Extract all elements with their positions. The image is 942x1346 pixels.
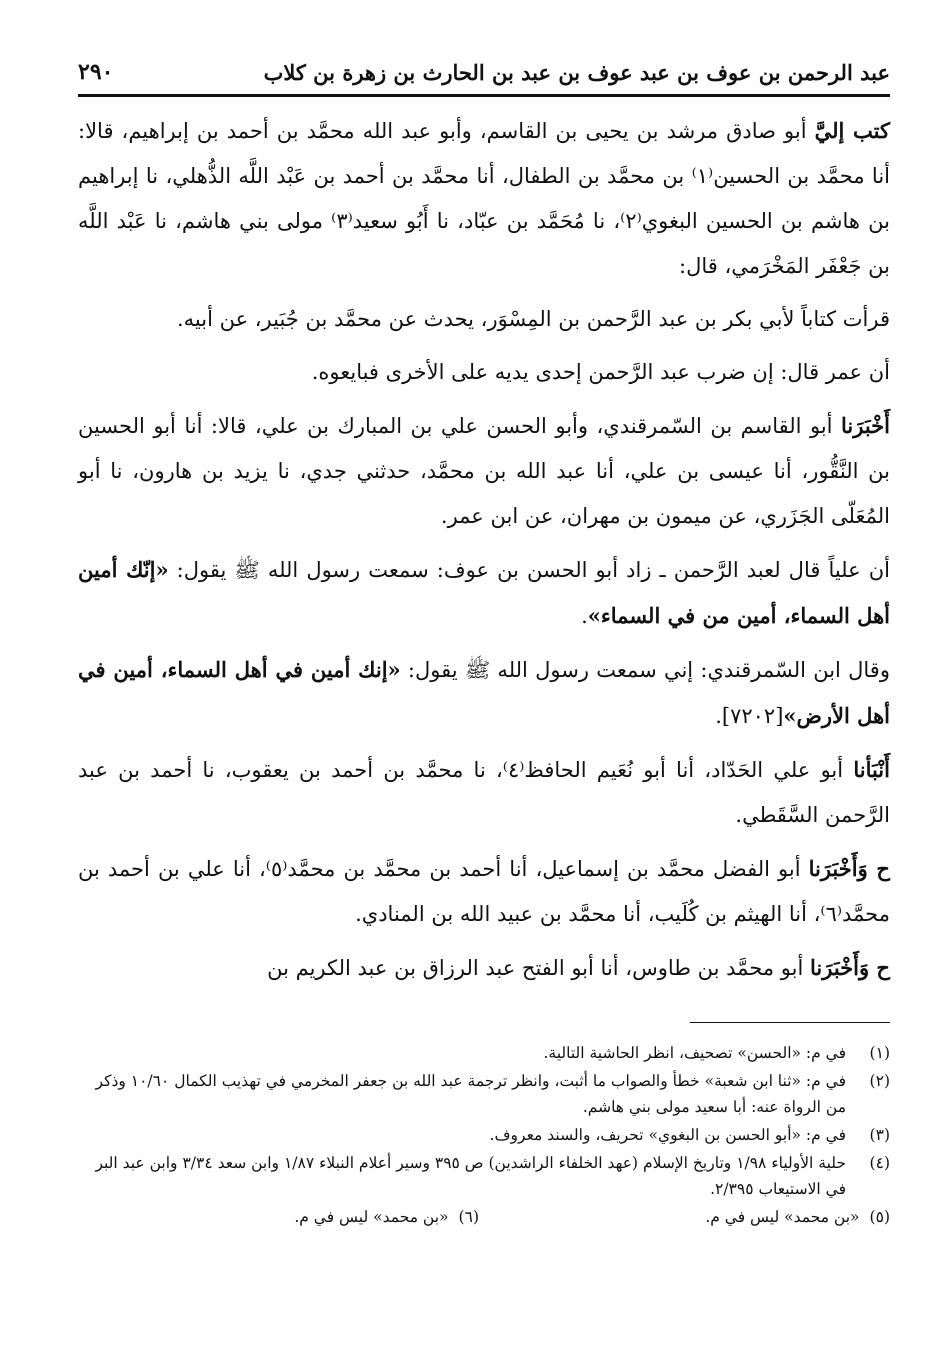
footnote-number: (٢) xyxy=(869,1072,890,1090)
paragraph xyxy=(78,297,890,342)
footnote xyxy=(489,1204,890,1230)
page-number: ٢٩٠ xyxy=(78,59,114,85)
footnote-number: (٤) xyxy=(869,1154,890,1172)
paragraph-lead: ح وَأَخْبَرَنا xyxy=(808,856,890,881)
paragraph xyxy=(78,547,890,639)
paragraph xyxy=(78,945,890,991)
paragraph-text: أبو الفضل محمَّد بن إسماعيل، أنا أحمد بن محمَّد بن محمَّد⁽٥⁾، أنا علي بن أحمد بن محمَّد⁽٦⁾، أنا الهيثم بن كُلَيب، أنا محمَّد بن عبيد الله بن المنادي. xyxy=(78,857,890,926)
footnote-number: (١) xyxy=(869,1044,890,1062)
paragraph xyxy=(78,846,890,937)
main-text xyxy=(78,108,890,991)
paragraph xyxy=(78,747,890,838)
footnote xyxy=(78,1122,890,1148)
footnote-number: (٥) xyxy=(869,1208,890,1226)
footnote-text: في م: «الحسن» تصحيف، انظر الحاشية التالية. xyxy=(543,1044,846,1062)
footnote-text: حلية الأولياء ١/٩٨ وتاريخ الإسلام (عهد الخلفاء الراشدين) ص ٣٩٥ وسير أعلام النبلاء ١/٨٧ وابن سعد ٣/٣٤ وابن عبد البر في الاستيعاب ٢/٣٩٥. xyxy=(95,1154,846,1198)
footnote-number: (٦) xyxy=(458,1208,479,1226)
paragraph-text: أبو القاسم بن السّمرقندي، وأبو الحسن علي بن المبارك بن علي، قالا: أنا أبو الحسين بن النَّقُّور، أنا عيسى بن علي، أنا عبد الله بن محمَّد، حدثني جدي، نا يزيد بن هارون، نا أبو المُعَلّى الجَزَري، عن ميمون بن مهران، عن ابن عمر. xyxy=(78,414,890,528)
running-header xyxy=(78,50,890,97)
paragraph-text: أبو محمَّد بن طاوس، أنا أبو الفتح عبد الرزاق بن عبد الكريم بن xyxy=(267,956,810,980)
footnote-text: «بن محمد» ليس في م. xyxy=(294,1208,449,1226)
footnote-row xyxy=(78,1204,890,1230)
paragraph-lead: أَنْبَأنا xyxy=(853,757,890,782)
paragraph-text: أن عمر قال: إن ضرب عبد الرَّحمن إحدى يديه على الأخرى فبايعوه. xyxy=(311,360,890,384)
paragraph-tail: . xyxy=(581,604,588,628)
footnote-text: في م: «أبو الحسن بن البغوي» تحريف، والسند معروف. xyxy=(489,1126,846,1144)
paragraph-lead: ح وَأَخْبَرَنا xyxy=(810,955,890,980)
paragraph-lead: أَخْبَرَنا xyxy=(841,413,890,438)
paragraph xyxy=(78,647,890,739)
paragraph-text: وقال ابن السّمرقندي: إني سمعت رسول الله ﷺ يقول: xyxy=(400,658,890,682)
footnote-text: في م: «ثنا ابن شعبة» خطأ والصواب ما أثبت، وانظر ترجمة عبد الله بن جعفر المخرمي في تهذيب الكمال ١٠/٦٠ وذكر من الرواة عنه: أبا سعيد مولى بني هاشم. xyxy=(95,1072,846,1116)
paragraph-text: أبو صادق مرشد بن يحيى بن القاسم، وأبو عبد الله محمَّد بن أحمد بن إبراهيم، قالا: أنا محمَّد بن الحسين⁽١⁾ بن محمَّد بن الطفال، أنا محمَّد بن أحمد بن عَبْد اللَّه الذُّهلي، نا إبراهيم بن هاشم بن الحسين البغوي⁽٢⁾، نا مُحَمَّد بن عبّاد، نا أَبُو سعيد⁽٣⁾ مولى بني هاشم، نا عَبْد اللَّه بن جَعْفَر المَخْرَمي، قال: xyxy=(78,119,891,278)
footnote xyxy=(78,1204,479,1230)
paragraph-text: أبو علي الحَدّاد، أنا أبو نُعَيم الحافظ⁽٤⁾، نا محمَّد بن أحمد بن يعقوب، نا أحمد بن عبد الرَّحمن السَّقَطي. xyxy=(78,758,890,827)
footnotes xyxy=(78,1040,890,1230)
footnote xyxy=(78,1068,890,1120)
footnote-text: «بن محمد» ليس في م. xyxy=(705,1208,860,1226)
footnote-divider xyxy=(690,1022,890,1023)
header-title: عبد الرحمن بن عوف بن عبد عوف بن عبد بن الحارث بن زهرة بن كلاب xyxy=(263,59,890,85)
paragraph xyxy=(78,350,890,395)
paragraph-text: أن علياً قال لعبد الرَّحمن ـ زاد أبو الحسن بن عوف: سمعت رسول الله ﷺ يقول: xyxy=(168,558,890,582)
footnote xyxy=(78,1040,890,1066)
footnote-number: (٣) xyxy=(869,1126,890,1144)
paragraph xyxy=(78,403,890,539)
hadith-quote: «إنّك أمين أهل السماء، أمين من في السماء» xyxy=(78,557,890,628)
paragraph-lead: كتب إليَّ xyxy=(814,118,890,143)
paragraph xyxy=(78,108,890,289)
paragraph-text: قرأت كتاباً لأبي بكر بن عبد الرَّحمن بن المِسْوَر، يحدث عن محمَّد بن جُبَير، عن أبيه. xyxy=(176,307,890,331)
hadith-quote: «إنك أمين في أهل السماء، أمين في أهل الأرض» xyxy=(78,657,890,728)
paragraph-tail: [٧٢٠٢]. xyxy=(715,704,784,728)
footnote xyxy=(78,1150,890,1202)
